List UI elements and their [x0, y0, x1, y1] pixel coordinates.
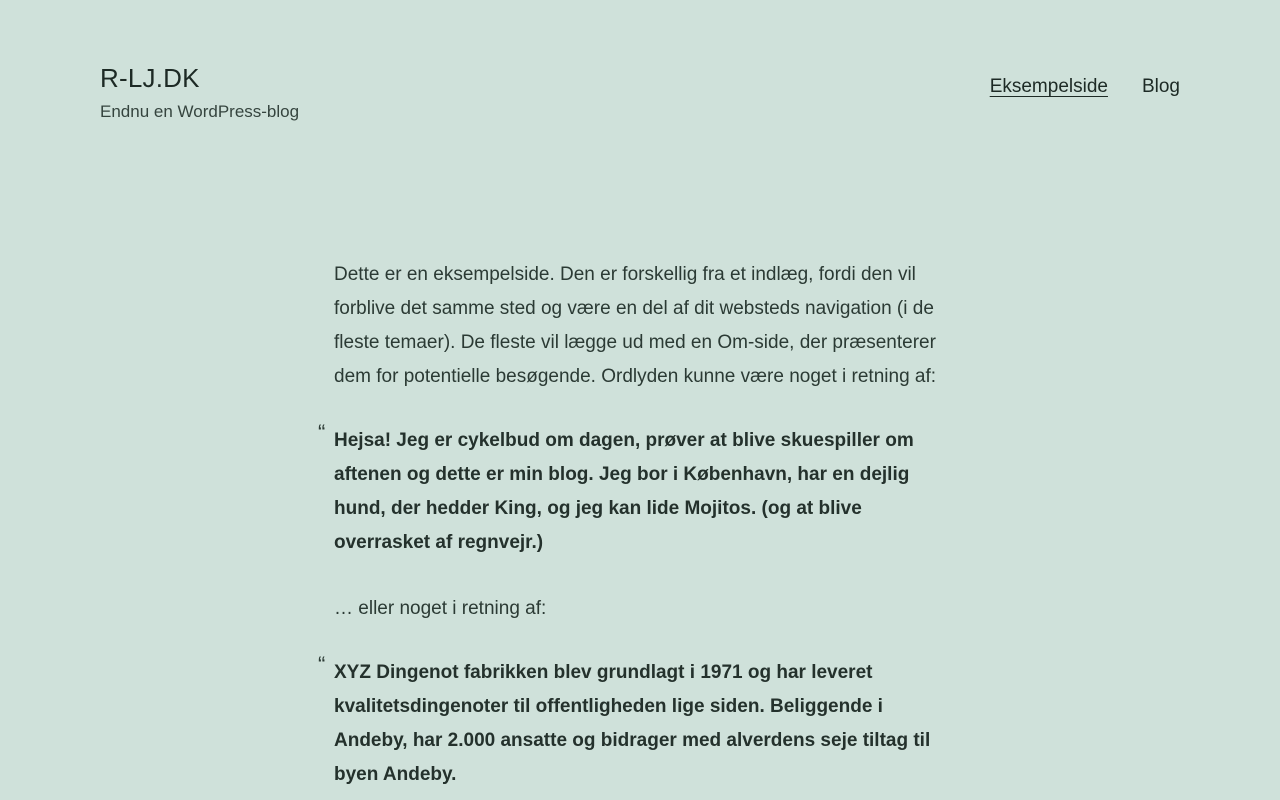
pull-quote-one-text: Hejsa! Jeg er cykelbud om dagen, prøver at blive skuespiller om aftenen og dette er min blog. Jeg bor i København, har en dejlig hund, der hedder King, og jeg kan lide Mojitos. (og at blive overrasket af regnvejr.): [334, 429, 914, 553]
primary-navigation: [990, 64, 1180, 103]
bridge-paragraph: … eller noget i retning af:: [334, 597, 547, 619]
site-header: [0, 0, 1280, 123]
quote-mark-icon: “: [318, 651, 326, 677]
pull-quote-two: [318, 651, 946, 792]
quote-mark-icon: “: [318, 419, 326, 445]
pull-quote-one: [318, 419, 946, 560]
site-branding: [100, 64, 299, 123]
pull-quote-two-text: XYZ Dingenot fabrikken blev grundlagt i 1971 og har leveret kvalitetsdingenoter til offentligheden lige siden. Beliggende i Andeby, har 2.000 ansatte og bidrager med alverdens seje tiltag til byen Andeby.: [334, 661, 931, 785]
site-title-link[interactable]: R-LJ.DK: [100, 63, 200, 93]
intro-paragraph: Dette er en eksempelside. Den er forskellig fra et indlæg, fordi den vil forblive det samme sted og være en del af dit websteds navigation (i de fleste temaer). De fleste vil lægge ud med en Om-side, der præsenterer dem for potentielle besøgende. Ordlyden kunne være noget i retning af:: [334, 263, 937, 387]
site-tagline: Endnu en WordPress-blog: [100, 101, 300, 121]
nav-item-eksempelside[interactable]: Eksempelside: [989, 76, 1108, 97]
page-content: [318, 123, 946, 792]
nav-item-blog[interactable]: Blog: [1141, 76, 1180, 97]
